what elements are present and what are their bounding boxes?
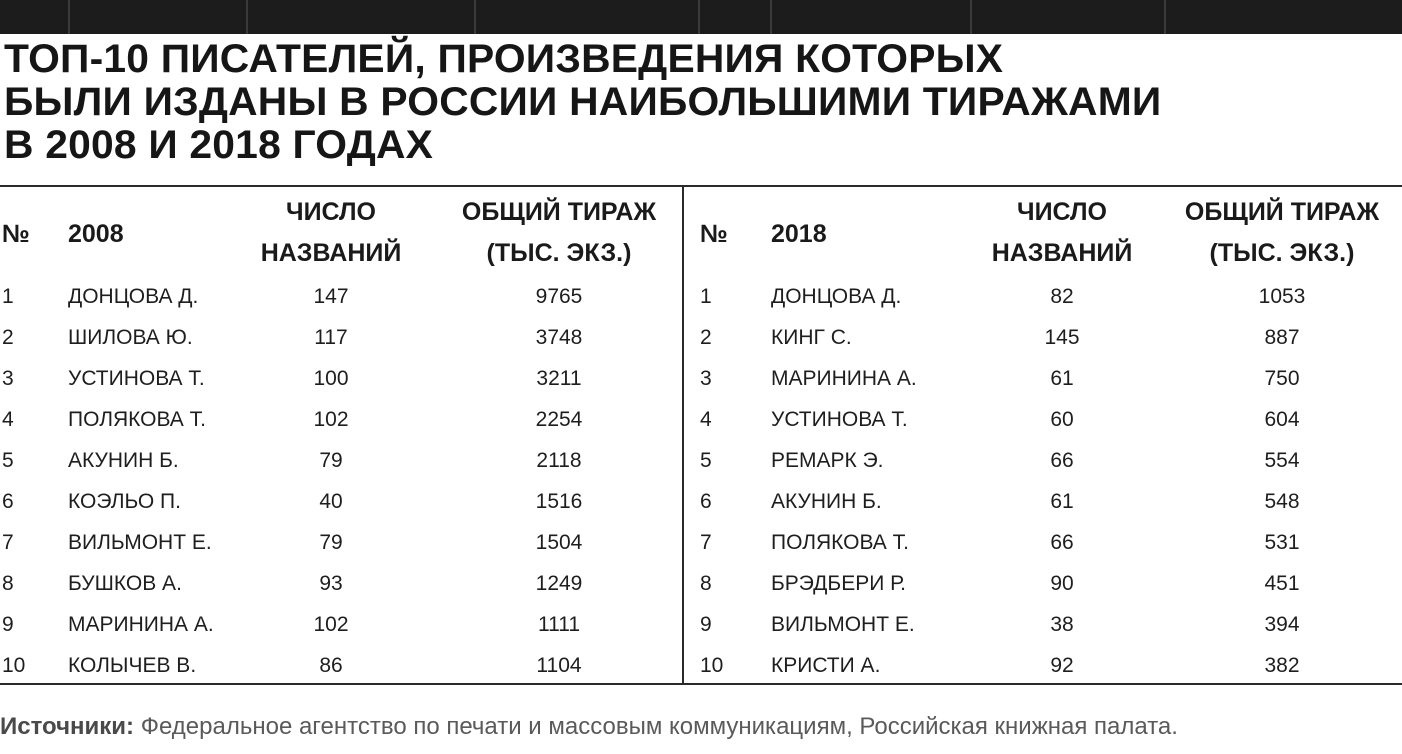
cell-num: 1 — [2, 285, 14, 308]
cell-author: РЕМАРК Э. — [771, 449, 884, 472]
cell-num: 6 — [700, 490, 712, 513]
header-circulation-line2: (ТЫС. ЭКЗ.) — [486, 239, 632, 267]
cell-circulation: 1249 — [535, 572, 583, 595]
cell-titles: 93 — [319, 572, 343, 595]
cell-num: 8 — [700, 572, 712, 595]
cell-titles: 92 — [1050, 654, 1074, 677]
top-bar-divider — [474, 0, 476, 34]
cell-titles: 102 — [313, 613, 349, 636]
cell-titles: 79 — [319, 531, 343, 554]
cell-author: БРЭДБЕРИ Р. — [771, 572, 907, 595]
cell-author: ДОНЦОВА Д. — [68, 285, 199, 308]
cell-titles: 145 — [1044, 326, 1080, 349]
cell-num: 2 — [700, 326, 712, 349]
top-bar-divider — [1164, 0, 1166, 34]
cell-author: МАРИНИНА А. — [771, 367, 917, 390]
cell-circulation: 1111 — [537, 613, 581, 636]
cell-titles: 82 — [1050, 285, 1074, 308]
cell-author: АКУНИН Б. — [68, 449, 179, 472]
cell-titles: 61 — [1050, 367, 1074, 390]
cell-num: 2 — [2, 326, 14, 349]
cell-circulation: 750 — [1264, 367, 1300, 390]
table-top-rule — [0, 185, 1402, 187]
cell-titles: 61 — [1050, 490, 1074, 513]
cell-num: 10 — [700, 654, 724, 677]
cell-titles: 38 — [1050, 613, 1074, 636]
header-num: № — [700, 220, 728, 248]
top-bar — [0, 0, 1402, 34]
cell-titles: 66 — [1050, 449, 1074, 472]
cell-circulation: 1104 — [536, 654, 582, 677]
source-note — [0, 712, 1178, 742]
cell-num: 10 — [2, 654, 26, 677]
cell-circulation: 394 — [1264, 613, 1300, 636]
cell-circulation: 548 — [1264, 490, 1300, 513]
cell-circulation: 1516 — [535, 490, 583, 513]
cell-author: ПОЛЯКОВА Т. — [771, 531, 909, 554]
cell-titles: 40 — [319, 490, 343, 513]
cell-titles: 60 — [1050, 408, 1074, 431]
cell-author: ДОНЦОВА Д. — [771, 285, 902, 308]
cell-num: 9 — [700, 613, 712, 636]
source-text: Федеральное агентство по печати и массовым коммуникациям, Российская книжная палата. — [134, 713, 1178, 740]
cell-author: ПОЛЯКОВА Т. — [68, 408, 206, 431]
title-line-2: БЫЛИ ИЗДАНЫ В РОССИИ НАИБОЛЬШИМИ ТИРАЖАМИ — [4, 80, 1162, 124]
header-titles-line1: ЧИСЛО — [286, 198, 376, 226]
cell-author: КРИСТИ А. — [771, 654, 881, 677]
cell-num: 7 — [2, 531, 14, 554]
header-circulation-line1: ОБЩИЙ ТИРАЖ — [1184, 198, 1380, 226]
cell-author: ВИЛЬМОНТ Е. — [68, 531, 212, 554]
cell-circulation: 9765 — [535, 285, 583, 308]
cell-titles: 90 — [1050, 572, 1074, 595]
top-bar-divider — [246, 0, 248, 34]
cell-num: 8 — [2, 572, 14, 595]
top-bar-divider — [698, 0, 700, 34]
cell-num: 7 — [700, 531, 712, 554]
cell-num: 1 — [700, 285, 712, 308]
cell-num: 3 — [700, 367, 712, 390]
header-titles-line1: ЧИСЛО — [1017, 198, 1107, 226]
header-year: 2008 — [68, 220, 124, 248]
cell-author: ШИЛОВА Ю. — [68, 326, 193, 349]
page-title — [4, 37, 1162, 167]
cell-num: 4 — [700, 408, 712, 431]
cell-titles: 86 — [319, 654, 343, 677]
cell-num: 9 — [2, 613, 14, 636]
cell-author: ВИЛЬМОНТ Е. — [771, 613, 915, 636]
header-circulation-line2: (ТЫС. ЭКЗ.) — [1209, 239, 1355, 267]
table-vertical-divider — [682, 187, 684, 683]
cell-num: 5 — [2, 449, 14, 472]
cell-circulation: 1504 — [535, 531, 583, 554]
top-bar-divider — [770, 0, 772, 34]
cell-circulation: 3748 — [535, 326, 583, 349]
header-titles-line2: НАЗВАНИЙ — [991, 239, 1133, 267]
cell-titles: 66 — [1050, 531, 1074, 554]
cell-author: УСТИНОВА Т. — [68, 367, 205, 390]
top-bar-divider — [970, 0, 972, 34]
cell-circulation: 887 — [1264, 326, 1300, 349]
cell-circulation: 1053 — [1258, 285, 1306, 308]
cell-author: БУШКОВ А. — [68, 572, 182, 595]
title-line-1: ТОП-10 ПИСАТЕЛЕЙ, ПРОИЗВЕДЕНИЯ КОТОРЫХ — [4, 37, 1004, 81]
cell-circulation: 531 — [1264, 531, 1300, 554]
cell-num: 6 — [2, 490, 14, 513]
cell-author: КИНГ С. — [771, 326, 852, 349]
cell-circulation: 604 — [1264, 408, 1300, 431]
top-bar-divider — [68, 0, 70, 34]
cell-circulation: 382 — [1264, 654, 1300, 677]
cell-titles: 100 — [313, 367, 349, 390]
cell-circulation: 2118 — [536, 449, 582, 472]
cell-num: 3 — [2, 367, 14, 390]
cell-titles: 147 — [313, 285, 349, 308]
source-label: Источники: — [0, 713, 135, 740]
cell-author: КОЛЫЧЕВ В. — [68, 654, 197, 677]
cell-circulation: 451 — [1264, 572, 1300, 595]
cell-circulation: 554 — [1264, 449, 1300, 472]
cell-circulation: 3211 — [536, 367, 582, 390]
cell-num: 5 — [700, 449, 712, 472]
cell-num: 4 — [2, 408, 14, 431]
header-num: № — [2, 220, 30, 248]
cell-titles: 79 — [319, 449, 343, 472]
header-circulation-line1: ОБЩИЙ ТИРАЖ — [461, 198, 657, 226]
header-year: 2018 — [771, 220, 827, 248]
cell-circulation: 2254 — [535, 408, 583, 431]
cell-titles: 117 — [314, 326, 348, 349]
cell-author: МАРИНИНА А. — [68, 613, 214, 636]
cell-author: КОЭЛЬО П. — [68, 490, 181, 513]
header-titles-line2: НАЗВАНИЙ — [260, 239, 402, 267]
cell-author: АКУНИН Б. — [771, 490, 882, 513]
cell-titles: 102 — [313, 408, 349, 431]
title-line-3: В 2008 И 2018 ГОДАХ — [4, 123, 434, 167]
cell-author: УСТИНОВА Т. — [771, 408, 908, 431]
